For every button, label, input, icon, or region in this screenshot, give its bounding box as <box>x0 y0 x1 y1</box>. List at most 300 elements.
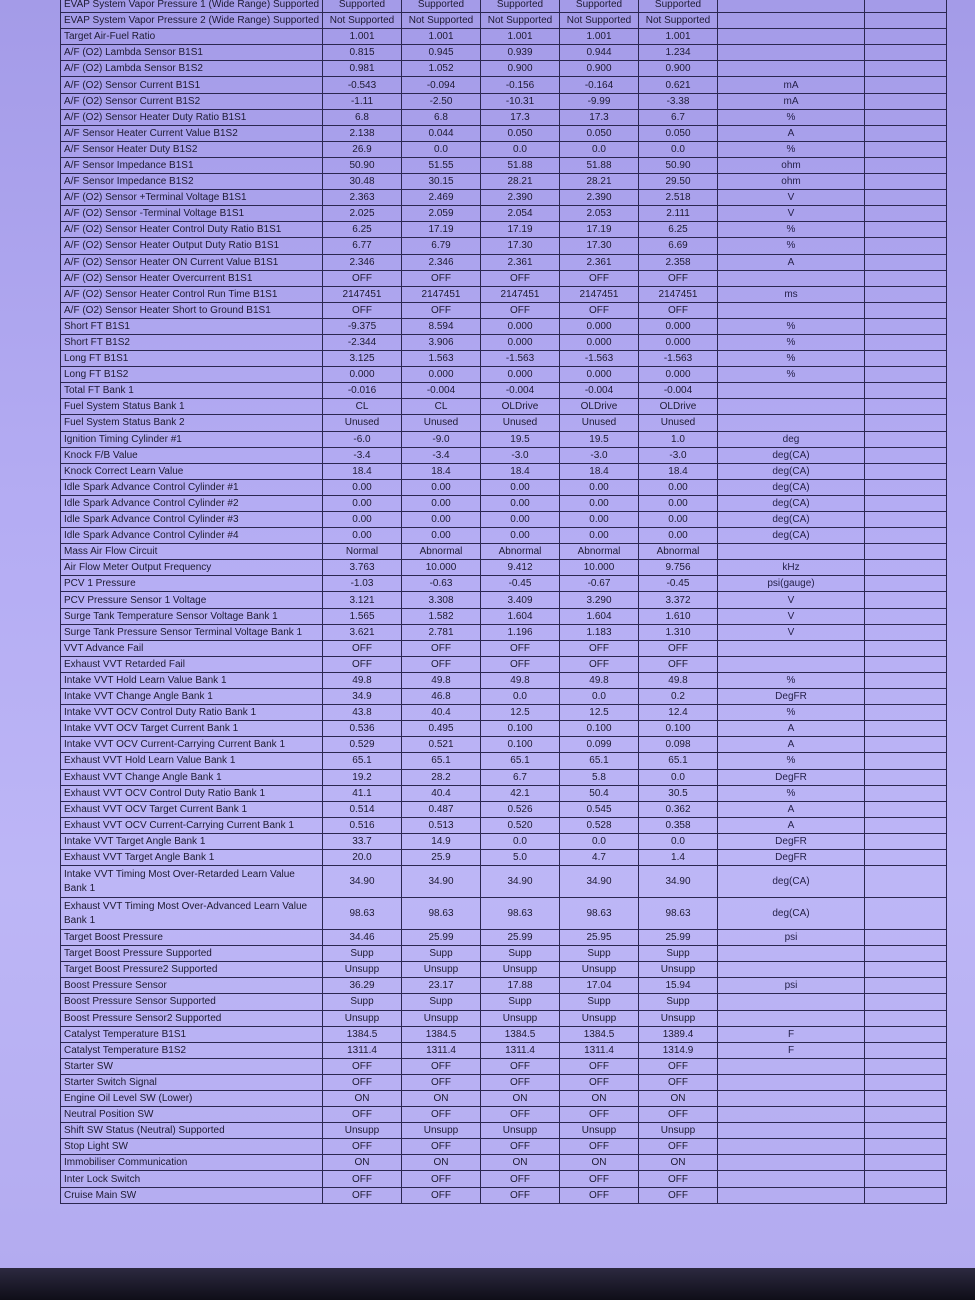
value-cell: OFF <box>481 1074 560 1090</box>
parameter-name: A/F (O2) Sensor Current B1S2 <box>61 93 323 109</box>
value-cell: 28.21 <box>560 174 639 190</box>
blank-cell <box>865 190 947 206</box>
value-cell: 0.981 <box>323 61 402 77</box>
unit-cell: deg(CA) <box>718 447 865 463</box>
value-cell: OFF <box>481 1187 560 1203</box>
table-row <box>61 753 947 769</box>
value-cell: -0.45 <box>481 576 560 592</box>
value-cell: 98.63 <box>323 898 402 930</box>
parameter-name: Immobiliser Communication <box>61 1155 323 1171</box>
value-cell: 0.00 <box>402 495 481 511</box>
parameter-name: Exhaust VVT Retarded Fail <box>61 656 323 672</box>
value-cell: 25.95 <box>560 930 639 946</box>
parameter-name: Intake VVT OCV Control Duty Ratio Bank 1 <box>61 705 323 721</box>
value-cell: 0.945 <box>402 45 481 61</box>
value-cell: 0.000 <box>402 367 481 383</box>
blank-cell <box>865 222 947 238</box>
unit-cell <box>718 383 865 399</box>
value-cell: 0.516 <box>323 817 402 833</box>
table-row <box>61 109 947 125</box>
parameter-name: Total FT Bank 1 <box>61 383 323 399</box>
value-cell: Supp <box>481 994 560 1010</box>
blank-cell <box>865 898 947 930</box>
value-cell: Supp <box>481 946 560 962</box>
value-cell: 65.1 <box>323 753 402 769</box>
parameter-name: Idle Spark Advance Control Cylinder #3 <box>61 512 323 528</box>
table-row <box>61 447 947 463</box>
table-row <box>61 946 947 962</box>
value-cell: OFF <box>323 1074 402 1090</box>
parameter-name: Idle Spark Advance Control Cylinder #2 <box>61 495 323 511</box>
value-cell: 17.19 <box>481 222 560 238</box>
value-cell: Unsupp <box>323 1123 402 1139</box>
value-cell: 0.00 <box>402 479 481 495</box>
value-cell: Unsupp <box>323 962 402 978</box>
unit-cell: mA <box>718 93 865 109</box>
value-cell: 0.529 <box>323 737 402 753</box>
table-row <box>61 705 947 721</box>
parameter-name: A/F (O2) Sensor Heater Duty Ratio B1S1 <box>61 109 323 125</box>
value-cell: 0.0 <box>481 141 560 157</box>
unit-cell: % <box>718 238 865 254</box>
table-row <box>61 141 947 157</box>
value-cell: Unsupp <box>323 1010 402 1026</box>
blank-cell <box>865 125 947 141</box>
table-row <box>61 833 947 849</box>
parameter-name: Intake VVT Change Angle Bank 1 <box>61 689 323 705</box>
value-cell: 28.21 <box>481 174 560 190</box>
value-cell: 0.00 <box>639 495 718 511</box>
value-cell: 17.04 <box>560 978 639 994</box>
table-row <box>61 930 947 946</box>
parameter-name: Exhaust VVT OCV Target Current Bank 1 <box>61 801 323 817</box>
table-row <box>61 254 947 270</box>
table-row <box>61 45 947 61</box>
value-cell: 0.900 <box>481 61 560 77</box>
value-cell: OFF <box>639 1139 718 1155</box>
table-row <box>61 769 947 785</box>
value-cell: OFF <box>323 1107 402 1123</box>
blank-cell <box>865 576 947 592</box>
value-cell: 0.00 <box>323 495 402 511</box>
value-cell: 42.1 <box>481 785 560 801</box>
value-cell: Not Supported <box>560 13 639 29</box>
parameter-name: Knock Correct Learn Value <box>61 463 323 479</box>
blank-cell <box>865 544 947 560</box>
value-cell: OFF <box>402 1139 481 1155</box>
parameter-name: Exhaust VVT Hold Learn Value Bank 1 <box>61 753 323 769</box>
value-cell: OFF <box>402 302 481 318</box>
blank-cell <box>865 1107 947 1123</box>
value-cell: Unsupp <box>402 1010 481 1026</box>
parameter-name: A/F (O2) Sensor Heater Control Duty Ratio B1S1 <box>61 222 323 238</box>
unit-cell: ms <box>718 286 865 302</box>
value-cell: 6.7 <box>481 769 560 785</box>
value-cell: 1.001 <box>323 29 402 45</box>
table-row <box>61 334 947 350</box>
value-cell: 1.582 <box>402 608 481 624</box>
blank-cell <box>865 109 947 125</box>
table-row <box>61 1074 947 1090</box>
parameter-name: Intake VVT OCV Target Current Bank 1 <box>61 721 323 737</box>
value-cell: 14.9 <box>402 833 481 849</box>
value-cell: 3.763 <box>323 560 402 576</box>
value-cell: 1.4 <box>639 849 718 865</box>
value-cell: 2147451 <box>323 286 402 302</box>
unit-cell: kHz <box>718 560 865 576</box>
value-cell: 0.00 <box>639 479 718 495</box>
table-row <box>61 656 947 672</box>
table-row <box>61 1042 947 1058</box>
value-cell: 41.1 <box>323 785 402 801</box>
blank-cell <box>865 61 947 77</box>
value-cell: 3.290 <box>560 592 639 608</box>
value-cell: 0.545 <box>560 801 639 817</box>
table-row <box>61 640 947 656</box>
value-cell: OFF <box>639 1171 718 1187</box>
value-cell: 0.0 <box>560 833 639 849</box>
table-row <box>61 495 947 511</box>
value-cell: OFF <box>402 1187 481 1203</box>
value-cell: 0.00 <box>323 528 402 544</box>
value-cell: Unsupp <box>402 1123 481 1139</box>
value-cell: 40.4 <box>402 785 481 801</box>
value-cell: 1.234 <box>639 45 718 61</box>
value-cell: Supported <box>402 0 481 13</box>
value-cell: 0.098 <box>639 737 718 753</box>
value-cell: -1.03 <box>323 576 402 592</box>
parameter-name: A/F (O2) Sensor Heater ON Current Value B1S1 <box>61 254 323 270</box>
unit-cell: A <box>718 817 865 833</box>
value-cell: OFF <box>323 656 402 672</box>
table-row <box>61 286 947 302</box>
table-row <box>61 174 947 190</box>
value-cell: 0.00 <box>481 528 560 544</box>
unit-cell <box>718 0 865 13</box>
value-cell: 0.0 <box>481 689 560 705</box>
blank-cell <box>865 866 947 898</box>
blank-cell <box>865 994 947 1010</box>
value-cell: 4.7 <box>560 849 639 865</box>
unit-cell <box>718 302 865 318</box>
value-cell: OFF <box>402 1171 481 1187</box>
parameter-name: Air Flow Meter Output Frequency <box>61 560 323 576</box>
parameter-name: Short FT B1S1 <box>61 318 323 334</box>
blank-cell <box>865 367 947 383</box>
parameter-name: A/F (O2) Sensor Current B1S1 <box>61 77 323 93</box>
value-cell: -0.016 <box>323 383 402 399</box>
value-cell: 10.000 <box>402 560 481 576</box>
blank-cell <box>865 1074 947 1090</box>
value-cell: OFF <box>560 656 639 672</box>
value-cell: -0.67 <box>560 576 639 592</box>
value-cell: 3.121 <box>323 592 402 608</box>
value-cell: OFF <box>481 1058 560 1074</box>
blank-cell <box>865 77 947 93</box>
parameter-name: Inter Lock Switch <box>61 1171 323 1187</box>
parameter-name: Surge Tank Pressure Sensor Terminal Voltage Bank 1 <box>61 624 323 640</box>
parameter-name: Exhaust VVT OCV Current-Carrying Current Bank 1 <box>61 817 323 833</box>
value-cell: Supported <box>639 0 718 13</box>
parameter-name: Boost Pressure Sensor2 Supported <box>61 1010 323 1026</box>
table-row <box>61 978 947 994</box>
unit-cell: A <box>718 254 865 270</box>
value-cell: Unsupp <box>560 962 639 978</box>
value-cell: 0.0 <box>481 833 560 849</box>
value-cell: 1384.5 <box>323 1026 402 1042</box>
value-cell: 65.1 <box>560 753 639 769</box>
value-cell: ON <box>323 1155 402 1171</box>
table-row <box>61 383 947 399</box>
table-row <box>61 608 947 624</box>
parameter-name: Cruise Main SW <box>61 1187 323 1203</box>
value-cell: OFF <box>639 640 718 656</box>
value-cell: 34.46 <box>323 930 402 946</box>
unit-cell: mA <box>718 77 865 93</box>
table-row <box>61 592 947 608</box>
table-row <box>61 238 947 254</box>
blank-cell <box>865 753 947 769</box>
blank-cell <box>865 0 947 13</box>
value-cell: 30.15 <box>402 174 481 190</box>
table-row <box>61 624 947 640</box>
unit-cell <box>718 994 865 1010</box>
value-cell: -3.0 <box>639 447 718 463</box>
value-cell: 25.99 <box>639 930 718 946</box>
parameter-name: A/F Sensor Impedance B1S2 <box>61 174 323 190</box>
value-cell: 1384.5 <box>402 1026 481 1042</box>
value-cell: -0.45 <box>639 576 718 592</box>
blank-cell <box>865 13 947 29</box>
value-cell: OFF <box>639 1187 718 1203</box>
value-cell: 1311.4 <box>560 1042 639 1058</box>
value-cell: 2147451 <box>639 286 718 302</box>
unit-cell: % <box>718 705 865 721</box>
table-row <box>61 318 947 334</box>
blank-cell <box>865 656 947 672</box>
unit-cell <box>718 399 865 415</box>
value-cell: 3.125 <box>323 351 402 367</box>
value-cell: 0.000 <box>639 367 718 383</box>
table-row <box>61 1091 947 1107</box>
value-cell: 34.90 <box>481 866 560 898</box>
unit-cell: % <box>718 109 865 125</box>
value-cell: 19.5 <box>560 431 639 447</box>
value-cell: Supp <box>402 946 481 962</box>
value-cell: OFF <box>323 1058 402 1074</box>
value-cell: ON <box>639 1091 718 1107</box>
value-cell: ON <box>560 1091 639 1107</box>
unit-cell <box>718 946 865 962</box>
table-row <box>61 77 947 93</box>
value-cell: 36.29 <box>323 978 402 994</box>
value-cell: 2.138 <box>323 125 402 141</box>
blank-cell <box>865 45 947 61</box>
table-row <box>61 1155 947 1171</box>
value-cell: 33.7 <box>323 833 402 849</box>
blank-cell <box>865 785 947 801</box>
parameter-name: A/F (O2) Sensor -Terminal Voltage B1S1 <box>61 206 323 222</box>
parameter-name: Target Boost Pressure <box>61 930 323 946</box>
value-cell: 0.944 <box>560 45 639 61</box>
value-cell: Unsupp <box>481 1123 560 1139</box>
value-cell: OFF <box>560 1107 639 1123</box>
unit-cell <box>718 962 865 978</box>
value-cell: ON <box>402 1155 481 1171</box>
table-row <box>61 270 947 286</box>
blank-cell <box>865 1026 947 1042</box>
value-cell: OLDrive <box>560 399 639 415</box>
value-cell: 0.621 <box>639 77 718 93</box>
value-cell: 30.48 <box>323 174 402 190</box>
table-row <box>61 479 947 495</box>
unit-cell: V <box>718 624 865 640</box>
value-cell: 0.900 <box>639 61 718 77</box>
table-row <box>61 399 947 415</box>
value-cell: 6.25 <box>323 222 402 238</box>
value-cell: -3.0 <box>481 447 560 463</box>
unit-cell: deg(CA) <box>718 528 865 544</box>
unit-cell <box>718 29 865 45</box>
value-cell: 2147451 <box>560 286 639 302</box>
value-cell: 51.88 <box>481 157 560 173</box>
value-cell: Unsupp <box>402 962 481 978</box>
blank-cell <box>865 286 947 302</box>
table-row <box>61 1107 947 1123</box>
unit-cell <box>718 1091 865 1107</box>
parameter-name: PCV Pressure Sensor 1 Voltage <box>61 592 323 608</box>
value-cell: Supported <box>323 0 402 13</box>
table-row <box>61 1058 947 1074</box>
value-cell: 0.000 <box>323 367 402 383</box>
value-cell: 0.495 <box>402 721 481 737</box>
value-cell: 6.25 <box>639 222 718 238</box>
value-cell: 0.526 <box>481 801 560 817</box>
value-cell: 34.90 <box>560 866 639 898</box>
value-cell: 1.563 <box>402 351 481 367</box>
value-cell: 0.00 <box>402 512 481 528</box>
table-row <box>61 801 947 817</box>
value-cell: 9.412 <box>481 560 560 576</box>
value-cell: 1.001 <box>560 29 639 45</box>
unit-cell: V <box>718 206 865 222</box>
value-cell: 3.308 <box>402 592 481 608</box>
blank-cell <box>865 351 947 367</box>
parameter-name: A/F (O2) Sensor Heater Control Run Time B1S1 <box>61 286 323 302</box>
table-row <box>61 93 947 109</box>
unit-cell <box>718 1187 865 1203</box>
value-cell: -0.543 <box>323 77 402 93</box>
table-row <box>61 689 947 705</box>
value-cell: 9.756 <box>639 560 718 576</box>
value-cell: -0.004 <box>402 383 481 399</box>
unit-cell: ohm <box>718 157 865 173</box>
blank-cell <box>865 431 947 447</box>
value-cell: 2.390 <box>560 190 639 206</box>
table-row <box>61 157 947 173</box>
value-cell: 0.0 <box>639 833 718 849</box>
table-row <box>61 898 947 930</box>
value-cell: Not Supported <box>639 13 718 29</box>
value-cell: OFF <box>402 1074 481 1090</box>
parameter-name: PCV 1 Pressure <box>61 576 323 592</box>
value-cell: 12.5 <box>481 705 560 721</box>
value-cell: 17.19 <box>560 222 639 238</box>
value-cell: OFF <box>323 270 402 286</box>
unit-cell <box>718 1010 865 1026</box>
unit-cell <box>718 1155 865 1171</box>
value-cell: 1.001 <box>481 29 560 45</box>
unit-cell: V <box>718 190 865 206</box>
value-cell: 0.00 <box>402 528 481 544</box>
unit-cell: A <box>718 737 865 753</box>
blank-cell <box>865 141 947 157</box>
value-cell: 40.4 <box>402 705 481 721</box>
table-row <box>61 367 947 383</box>
parameter-name: Fuel System Status Bank 1 <box>61 399 323 415</box>
parameter-name: Target Boost Pressure Supported <box>61 946 323 962</box>
value-cell: 1.001 <box>402 29 481 45</box>
value-cell: 0.815 <box>323 45 402 61</box>
blank-cell <box>865 769 947 785</box>
value-cell: Not Supported <box>481 13 560 29</box>
unit-cell: DegFR <box>718 849 865 865</box>
value-cell: 1.196 <box>481 624 560 640</box>
unit-cell: F <box>718 1042 865 1058</box>
value-cell: 0.514 <box>323 801 402 817</box>
value-cell: OFF <box>402 640 481 656</box>
parameter-name: Neutral Position SW <box>61 1107 323 1123</box>
parameter-name: Stop Light SW <box>61 1139 323 1155</box>
value-cell: 15.94 <box>639 978 718 994</box>
value-cell: 0.2 <box>639 689 718 705</box>
value-cell: 17.88 <box>481 978 560 994</box>
parameter-name: Exhaust VVT Timing Most Over-Advanced Learn Value Bank 1 <box>61 898 323 930</box>
value-cell: ON <box>481 1155 560 1171</box>
value-cell: Abnormal <box>402 544 481 560</box>
value-cell: -2.50 <box>402 93 481 109</box>
parameter-name: Intake VVT Timing Most Over-Retarded Learn Value Bank 1 <box>61 866 323 898</box>
value-cell: 0.528 <box>560 817 639 833</box>
value-cell: 2.054 <box>481 206 560 222</box>
value-cell: -9.99 <box>560 93 639 109</box>
value-cell: 0.520 <box>481 817 560 833</box>
value-cell: 0.00 <box>323 512 402 528</box>
parameter-name: A/F (O2) Lambda Sensor B1S2 <box>61 61 323 77</box>
parameter-name: A/F (O2) Sensor Heater Overcurrent B1S1 <box>61 270 323 286</box>
blank-cell <box>865 93 947 109</box>
unit-cell: A <box>718 125 865 141</box>
table-row <box>61 1139 947 1155</box>
blank-cell <box>865 318 947 334</box>
value-cell: OFF <box>639 270 718 286</box>
unit-cell: deg(CA) <box>718 495 865 511</box>
value-cell: OFF <box>402 1107 481 1123</box>
table-row <box>61 206 947 222</box>
parameter-name: Idle Spark Advance Control Cylinder #1 <box>61 479 323 495</box>
value-cell: CL <box>402 399 481 415</box>
unit-cell: A <box>718 721 865 737</box>
value-cell: 0.939 <box>481 45 560 61</box>
value-cell: 1.183 <box>560 624 639 640</box>
blank-cell <box>865 592 947 608</box>
parameter-name: Engine Oil Level SW (Lower) <box>61 1091 323 1107</box>
value-cell: Unsupp <box>639 1123 718 1139</box>
unit-cell <box>718 13 865 29</box>
value-cell: OFF <box>560 302 639 318</box>
value-cell: 0.050 <box>481 125 560 141</box>
value-cell: -2.344 <box>323 334 402 350</box>
